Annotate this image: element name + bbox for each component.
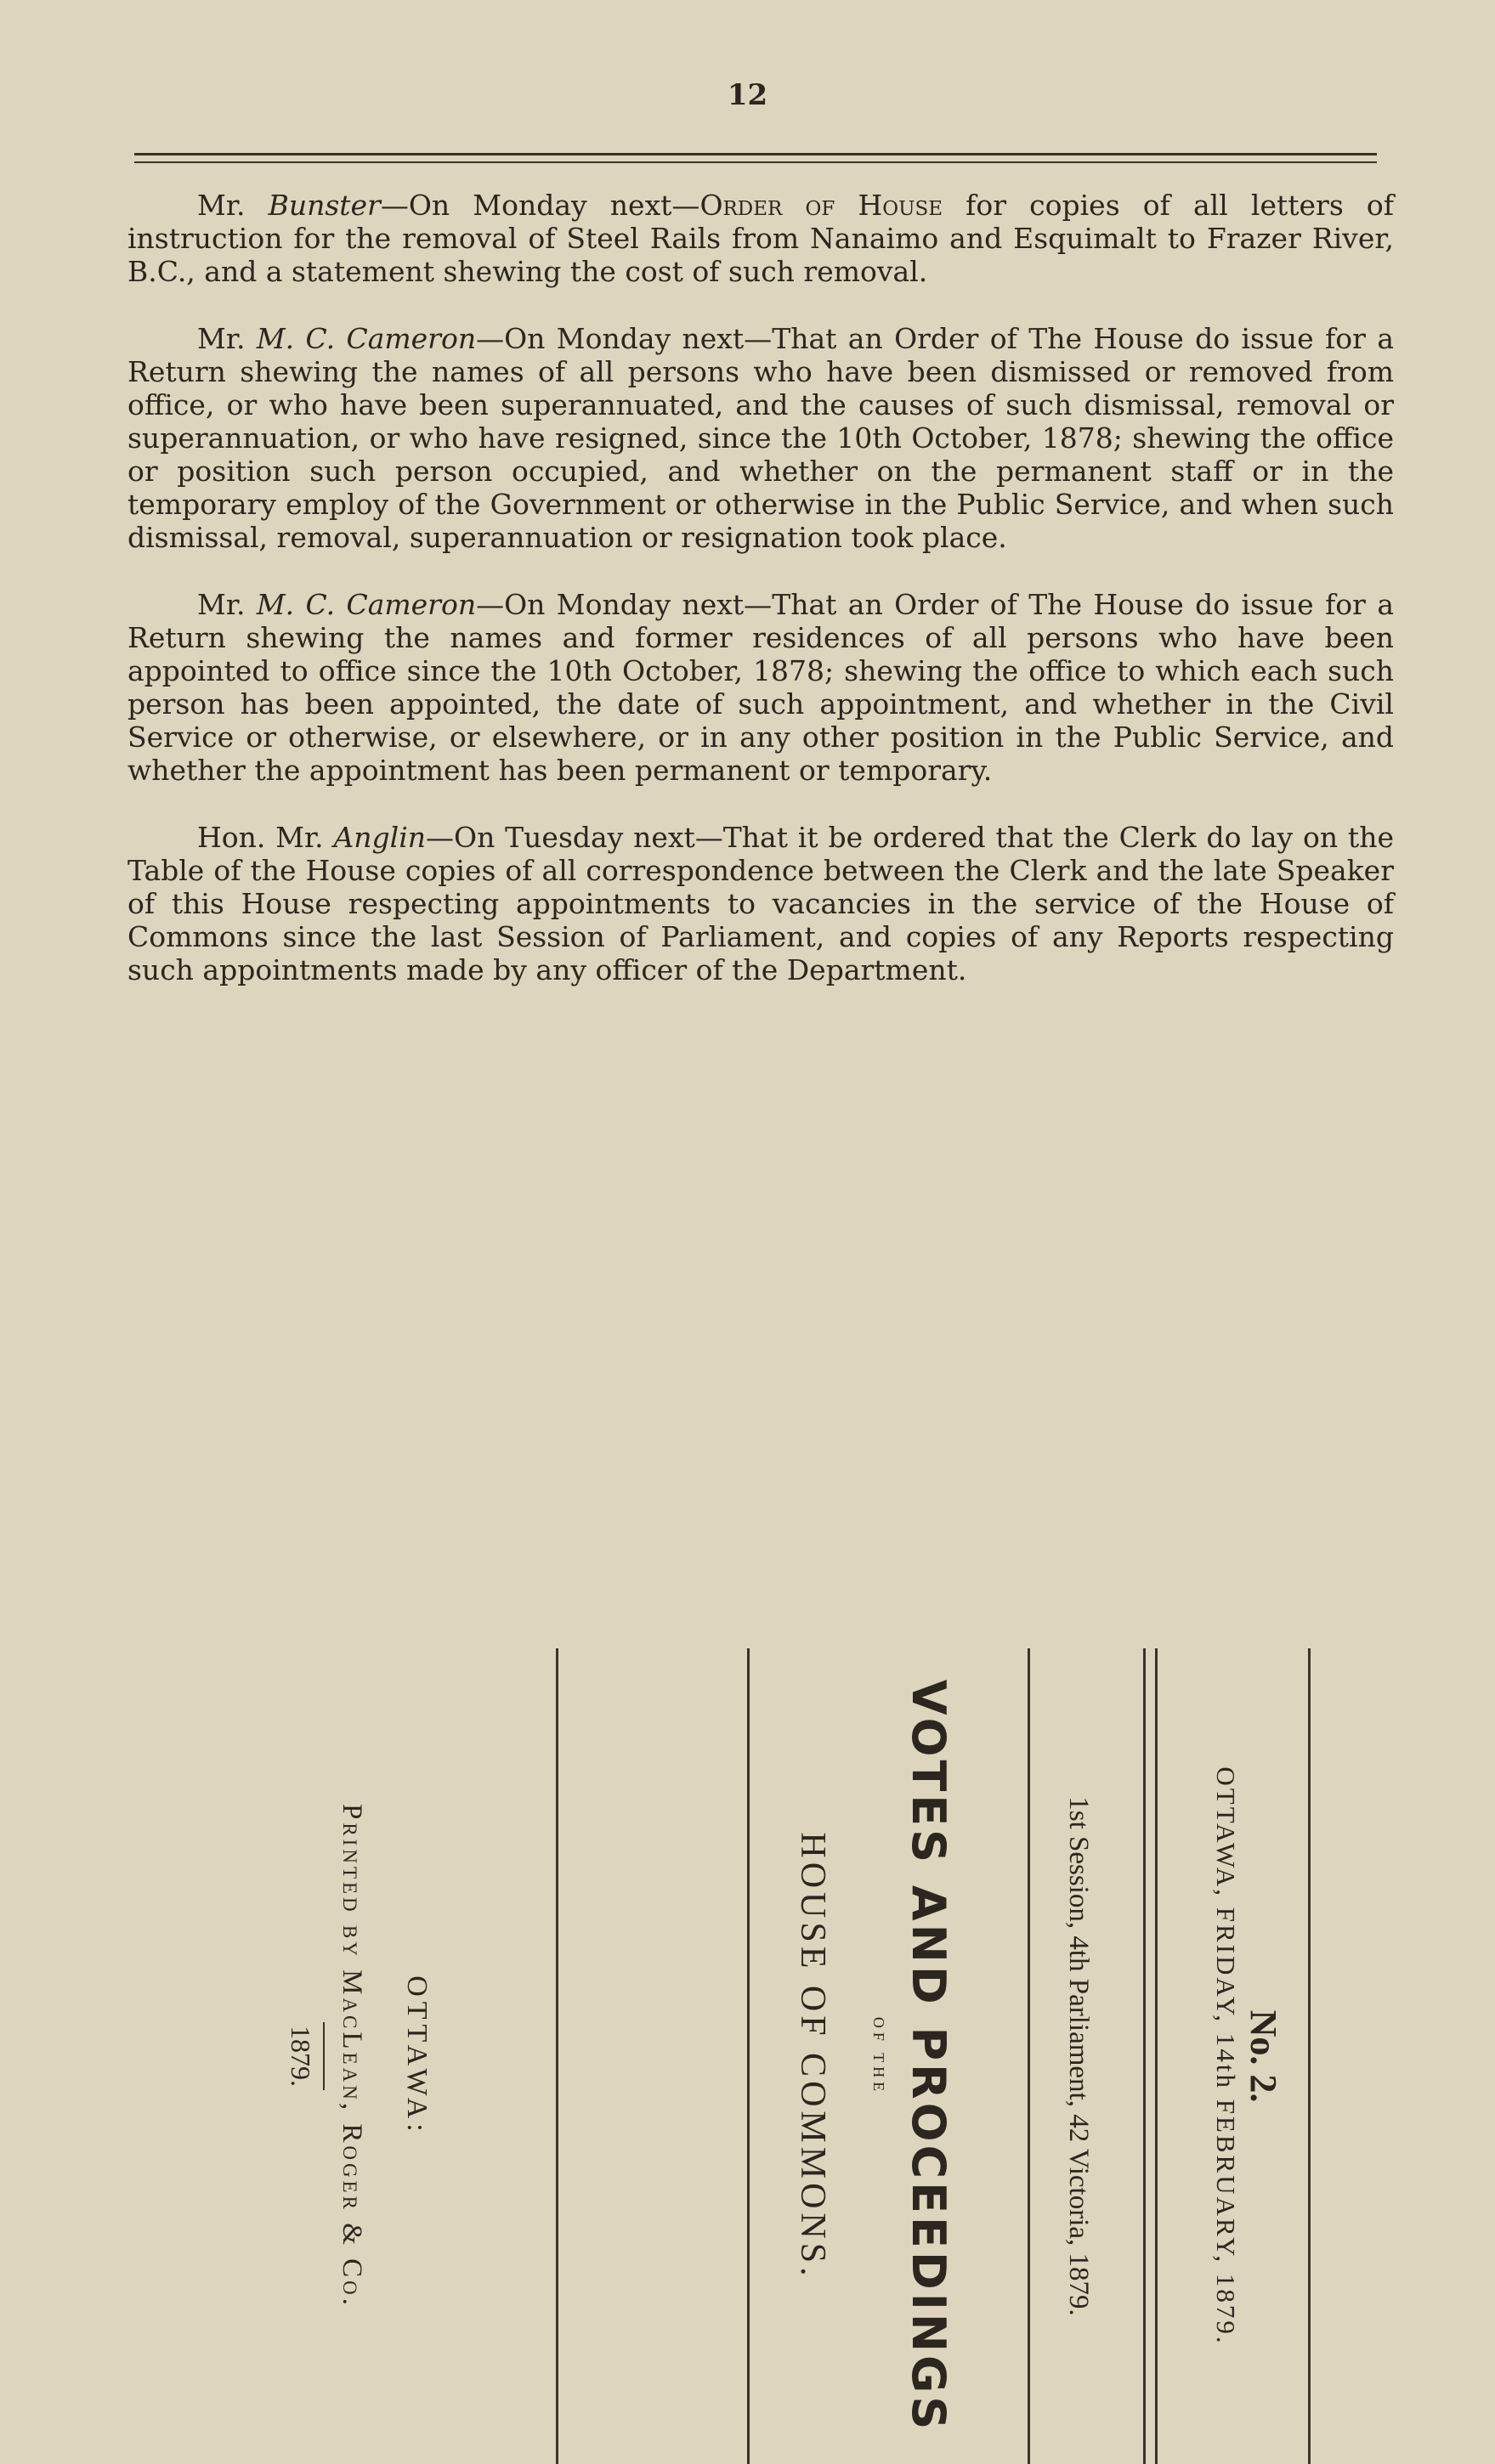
motion-text: That an Order of The House do issue for a Return shewing the names and former residences of all persons who have been appointed to office since the 10th October, 1878; shewing the office to which each such person has been appointed, the date of such appointment, and whether in the Civil Service or otherwise, or elsewhere, or in any other position in the Public Service, and whether the appointment has been permanent or temporary. — [127, 588, 1395, 787]
imprint-year: 1879. — [286, 2026, 316, 2087]
member-prefix: Hon. Mr. — [197, 821, 334, 854]
motion-text: That an Order of The House do issue for a Return shewing the names of all persons who have been dismissed or removed from office, or who have been superannuated, and the causes of such dismissal, removal or superannuation, or who have resigned, since the 10th October, 1878; shewing the office or position such person occupied, and whether on the permanent staff or in the temporary employ of the Government or otherwise in the Public Service, and when such dismissal, removal, superannuation or resignation took place. — [127, 322, 1395, 554]
title-rule — [1028, 1648, 1030, 2464]
member-prefix: Mr. — [197, 322, 257, 355]
imprint-city: OTTAWA: — [401, 1975, 433, 2137]
title-rule — [1155, 1648, 1158, 2464]
motion-lead: —On Tuesday next— — [426, 821, 723, 854]
of-the: OF THE — [870, 2016, 887, 2096]
motion-3 — [127, 588, 1394, 787]
motion-lead: —On Monday next— — [476, 588, 773, 621]
notices-of-motion — [127, 189, 1394, 1020]
motion-2 — [127, 322, 1394, 554]
title-rule — [1143, 1648, 1146, 2464]
motion-lead: —On Monday next— — [380, 189, 700, 222]
page-number: 12 — [727, 78, 768, 112]
issue-number: No. 2. — [1243, 2009, 1284, 2103]
member-prefix: Mr. — [197, 588, 257, 621]
motion-text: for copies of all letters of instruction for the removal of Steel Rails from Nanaimo and Esquimalt to Frazer River, B.C., and a statement shewing the cost of such removal. — [127, 189, 1394, 288]
dateline: OTTAWA, FRIDAY, 14th FEBRUARY, 1879. — [1211, 1766, 1241, 2346]
member-name: M. C. Cameron — [256, 588, 477, 621]
publication-title: VOTES AND PROCEEDINGS — [902, 1679, 955, 2433]
member-prefix: Mr. — [197, 189, 269, 222]
title-rule — [556, 1648, 558, 2464]
motion-text: That it be ordered that the Clerk do lay on the Table of the House copies of all correspondence between the Clerk and the late Speaker of this House respecting appointments to vacancies in the service of the House of Commons since the last Session of Parliament, and copies of any Reports respecting such appointments made by any officer of the Department. — [127, 821, 1394, 986]
house-of-commons: HOUSE OF COMMONS. — [793, 1832, 832, 2280]
motion-order: Order of House — [699, 189, 943, 222]
motion-1 — [127, 189, 1394, 288]
session-line: 1st Session, 4th Parliament, 42 Victoria, 1879. — [1063, 1796, 1094, 2316]
header-rule — [134, 153, 1377, 155]
imprint-printer: Printed by MacLean, Roger & Co. — [337, 1803, 367, 2309]
imprint-rule — [323, 2022, 325, 2090]
header-rule-secondary — [134, 161, 1377, 163]
member-name: Bunster — [268, 189, 381, 222]
title-rule — [747, 1648, 750, 2464]
motion-4 — [127, 821, 1394, 986]
motion-lead: —On Monday next— — [476, 322, 773, 355]
title-rule — [1308, 1648, 1311, 2464]
member-name: M. C. Cameron — [256, 322, 477, 355]
rotated-title-block — [138, 1648, 1311, 2464]
member-name: Anglin — [333, 821, 427, 854]
